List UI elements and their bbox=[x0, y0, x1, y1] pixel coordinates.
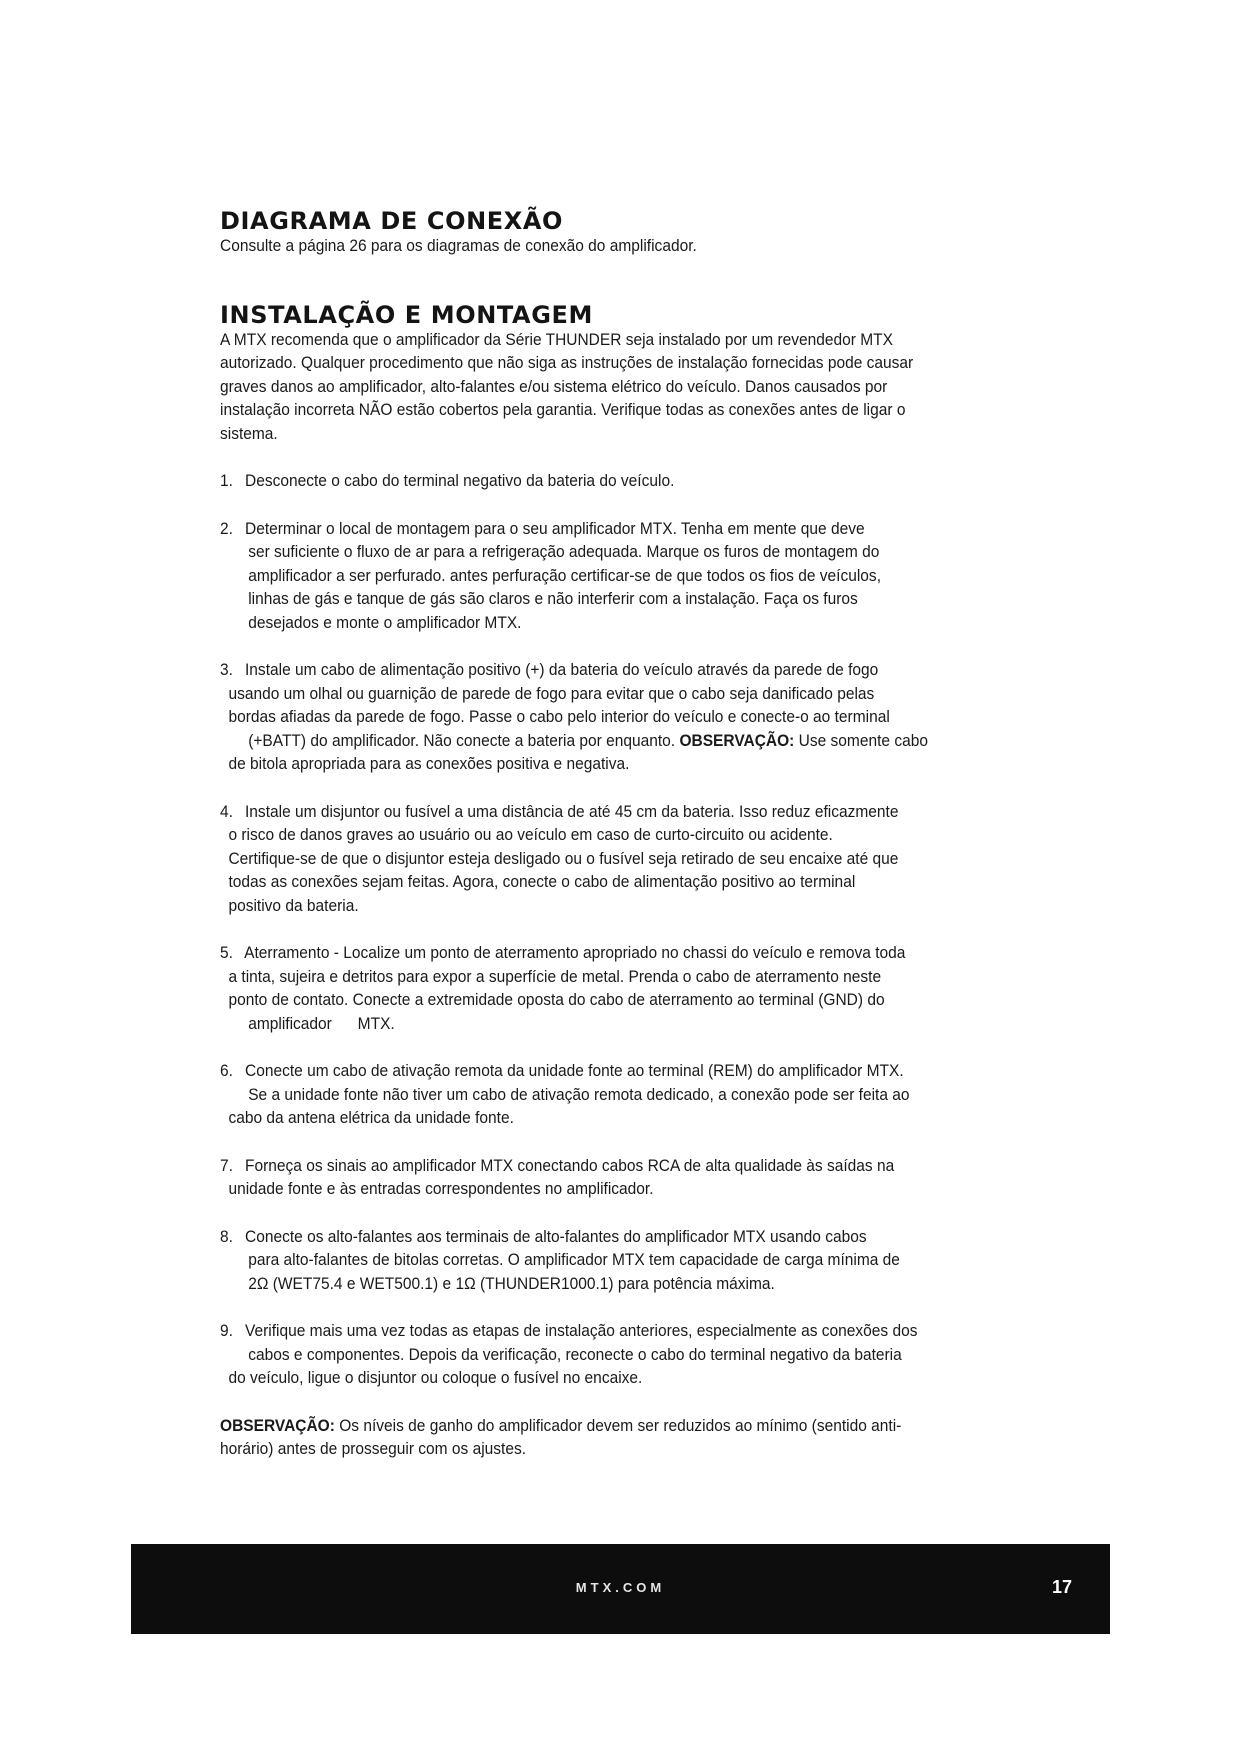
step-line: do veículo, ligue o disjuntor ou coloque o fusível no encaixe. bbox=[228, 1369, 643, 1387]
list-item bbox=[220, 1226, 1032, 1297]
step-line: todas as conexões sejam feitas. Agora, conecte o cabo de alimentação positivo ao terminal bbox=[228, 873, 856, 891]
step-line: Se a unidade fonte não tiver um cabo de ativação remota dedicado, a conexão pode ser feita ao bbox=[248, 1085, 910, 1104]
diagram-text: Consulte a página 26 para os diagramas de conexão do amplificador. bbox=[220, 237, 697, 255]
list-item bbox=[220, 942, 1032, 1036]
step-line: Instale um disjuntor ou fusível a uma distância de até 45 cm da bateria. Isso reduz eficazmente bbox=[244, 802, 899, 821]
list-item bbox=[220, 659, 1032, 777]
list-item bbox=[220, 1155, 1032, 1202]
observation-label: OBSERVAÇÃO: bbox=[679, 731, 795, 750]
step-line: de bitola apropriada para as conexões positiva e negativa. bbox=[228, 755, 630, 773]
step-number: 7. bbox=[220, 1156, 233, 1175]
step-line: o risco de danos graves ao usuário ou ao veículo em caso de curto-circuito ou acidente. bbox=[228, 826, 833, 844]
list-item bbox=[220, 518, 1032, 636]
install-intro-line: A MTX recomenda que o amplificador da Série THUNDER seja instalado por um revendedor MTX bbox=[220, 330, 893, 349]
step-line: Forneça os sinais ao amplificador MTX conectando cabos RCA de alta qualidade às saídas na bbox=[244, 1156, 895, 1175]
step-line: amplificador a ser perfurado. antes perfuração certificar-se de que todos os fios de veículos, bbox=[248, 566, 882, 585]
step-line: unidade fonte e às entradas correspondentes no amplificador. bbox=[228, 1180, 654, 1198]
step-line: cabo da antena elétrica da unidade fonte. bbox=[228, 1109, 514, 1127]
page-content bbox=[220, 207, 1032, 1462]
page-number: 17 bbox=[1051, 1577, 1072, 1597]
footer-bar bbox=[131, 1544, 1110, 1634]
step-number: 4. bbox=[220, 802, 233, 821]
step-number: 2. bbox=[220, 519, 233, 538]
step-number: 1. bbox=[220, 472, 233, 490]
install-intro-line: autorizado. Qualquer procedimento que não siga as instruções de instalação fornecidas pode causar bbox=[220, 354, 914, 372]
section-title-install: INSTALAÇÃO E MONTAGEM bbox=[220, 300, 593, 329]
step-number: 6. bbox=[220, 1062, 233, 1080]
observation-text: Os níveis de ganho do amplificador devem ser reduzidos ao mínimo (sentido anti- bbox=[334, 1416, 902, 1435]
install-steps bbox=[220, 470, 1032, 1391]
step-number: 5. bbox=[220, 944, 233, 962]
observation-text: Use somente cabo bbox=[794, 731, 928, 750]
list-item bbox=[220, 470, 1032, 494]
step-line: Conecte os alto-falantes aos terminais de alto-falantes do amplificador MTX usando cabos bbox=[244, 1227, 867, 1246]
step-line: Aterramento - Localize um ponto de aterramento apropriado no chassi do veículo e remova toda bbox=[244, 944, 906, 962]
step-line: a tinta, sujeira e detritos para expor a superfície de metal. Prenda o cabo de aterramento neste bbox=[228, 967, 882, 986]
step-line: cabos e componentes. Depois da verificação, reconecte o cabo do terminal negativo da bateria bbox=[248, 1345, 902, 1364]
step-line: ponto de contato. Conecte a extremidade oposta do cabo de aterramento ao terminal (GND) do bbox=[228, 991, 885, 1009]
list-item bbox=[220, 1320, 1032, 1391]
step-line: Determinar o local de montagem para o seu amplificador MTX. Tenha em mente que deve bbox=[244, 519, 865, 538]
step-line: amplificador MTX. bbox=[248, 1014, 395, 1033]
step-line: 2Ω (WET75.4 e WET500.1) e 1Ω (THUNDER1000.1) para potência máxima. bbox=[248, 1274, 775, 1293]
section-title-diagram: DIAGRAMA DE CONEXÃO bbox=[220, 207, 564, 235]
step-line: ser suficiente o fluxo de ar para a refrigeração adequada. Marque os furos de montagem do bbox=[248, 543, 880, 561]
list-item bbox=[220, 801, 1032, 919]
observation-label: OBSERVAÇÃO: bbox=[220, 1416, 335, 1435]
step-line: Certifique-se de que o disjuntor esteja desligado ou o fusível seja retirado de seu encaixe até que bbox=[228, 849, 899, 868]
step-line: linhas de gás e tanque de gás são claros e não interferir com a instalação. Faça os furos bbox=[248, 590, 858, 608]
step-line: Instale um cabo de alimentação positivo (+) da bateria do veículo através da parede de fogo bbox=[244, 661, 879, 679]
list-item bbox=[220, 1060, 1032, 1131]
step-line: Conecte um cabo de ativação remota da unidade fonte ao terminal (REM) do amplificador MTX. bbox=[244, 1062, 904, 1080]
observation-note bbox=[220, 1415, 1032, 1462]
footer-url: MTX.COM bbox=[575, 1580, 666, 1595]
install-intro-line: sistema. bbox=[220, 424, 278, 443]
step-number: 8. bbox=[220, 1227, 233, 1246]
observation-text: horário) antes de prosseguir com os ajustes. bbox=[220, 1440, 527, 1458]
step-line: Desconecte o cabo do terminal negativo da bateria do veículo. bbox=[244, 472, 675, 490]
step-number: 3. bbox=[220, 661, 233, 679]
step-line: bordas afiadas da parede de fogo. Passe o cabo pelo interior do veículo e conecte-o ao terminal bbox=[228, 708, 890, 726]
step-line: Verifique mais uma vez todas as etapas de instalação anteriores, especialmente as conexões dos bbox=[244, 1322, 918, 1340]
install-intro-line: graves danos ao amplificador, alto-falantes e/ou sistema elétrico do veículo. Danos causados por bbox=[220, 377, 888, 396]
step-number: 9. bbox=[220, 1322, 233, 1340]
step-line: positivo da bateria. bbox=[228, 896, 359, 915]
install-intro bbox=[220, 329, 1032, 447]
install-intro-line: instalação incorreta NÃO estão cobertos pela garantia. Verifique todas as conexões antes de ligar o bbox=[220, 401, 906, 419]
step-line: para alto-falantes de bitolas corretas. O amplificador MTX tem capacidade de carga mínima de bbox=[248, 1251, 900, 1269]
step-line: (+BATT) do amplificador. Não conecte a bateria por enquanto. bbox=[248, 731, 676, 750]
step-line: usando um olhal ou guarnição de parede de fogo para evitar que o cabo seja danificado pelas bbox=[228, 684, 875, 703]
step-line: desejados e monte o amplificador MTX. bbox=[248, 613, 522, 632]
